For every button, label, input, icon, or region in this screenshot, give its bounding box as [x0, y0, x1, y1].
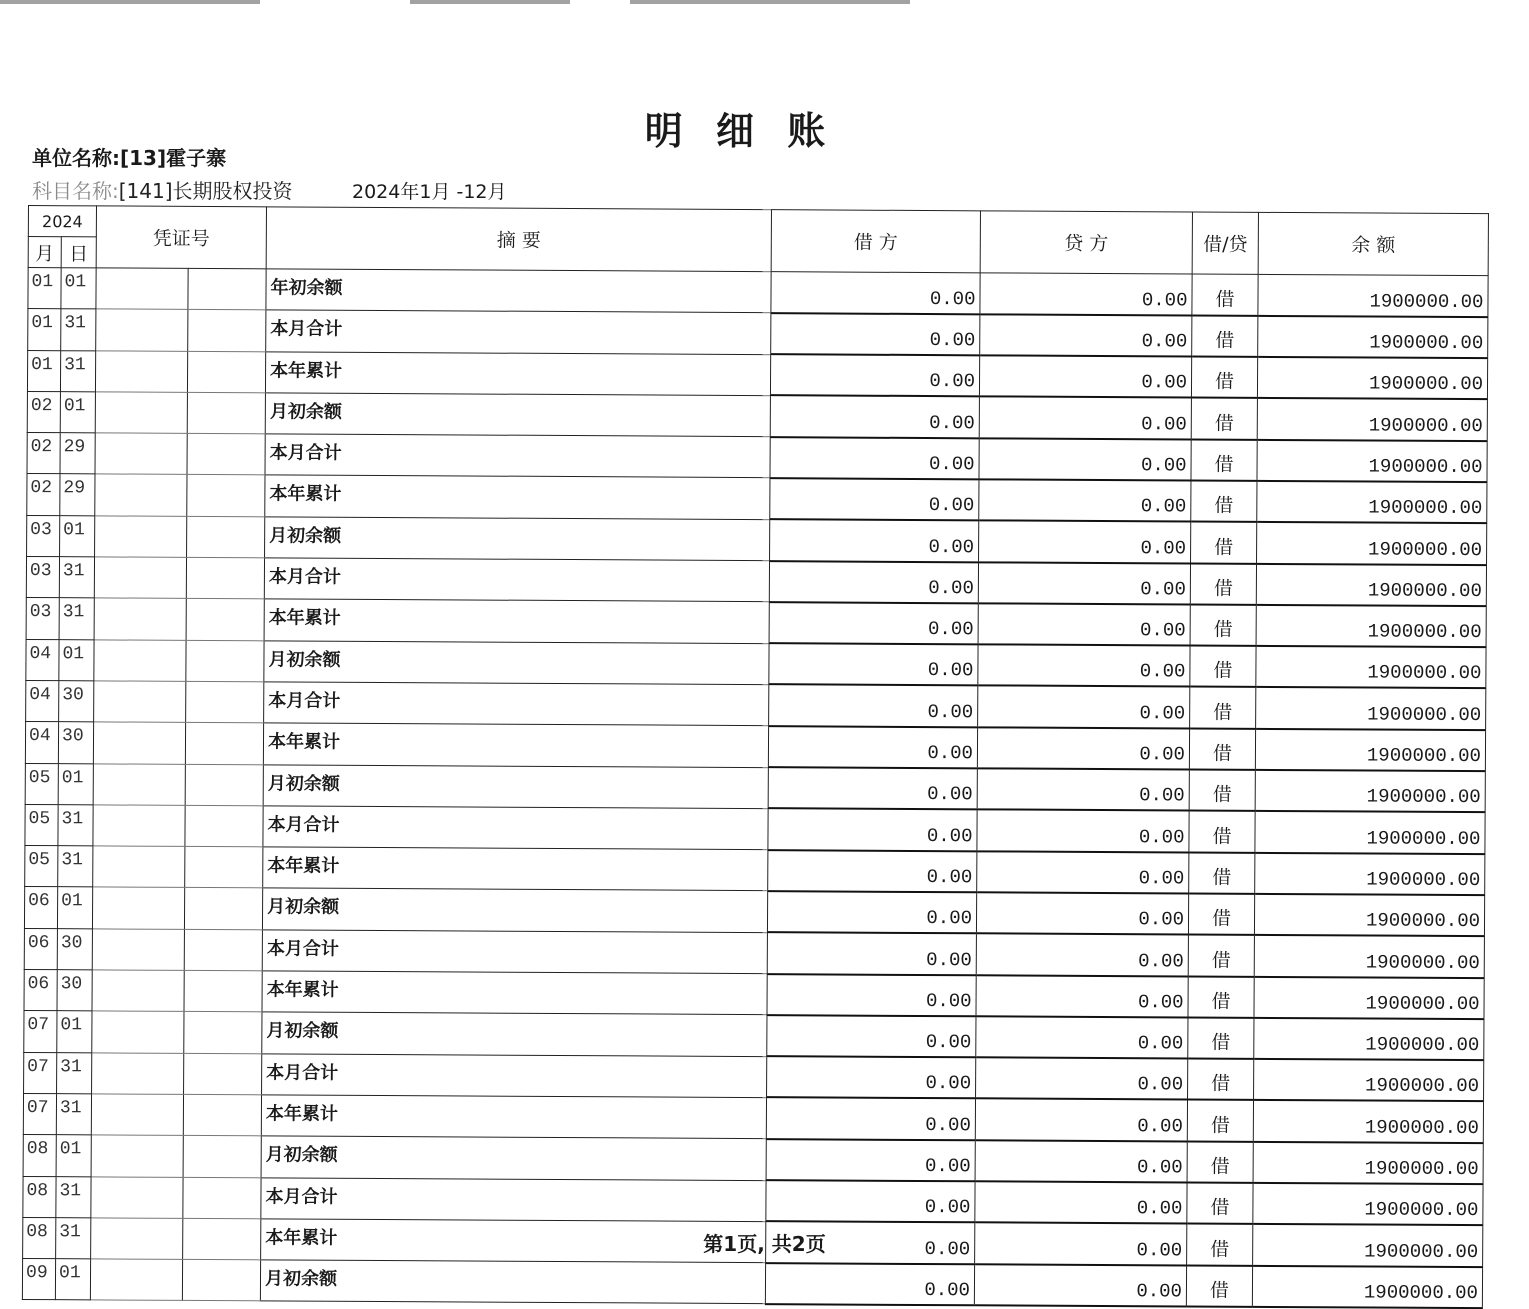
month-cell: 03: [26, 557, 59, 598]
direction-cell: 借: [1191, 357, 1257, 399]
direction-cell: 借: [1189, 811, 1255, 853]
voucher-cell-right: [188, 268, 266, 310]
voucher-cell-right: [187, 434, 265, 476]
voucher-cell-right: [187, 392, 265, 434]
month-cell: 06: [24, 887, 57, 928]
credit-cell: 0.00: [976, 975, 1188, 1017]
month-cell: 07: [23, 1093, 56, 1134]
summary-cell: 本年累计: [265, 475, 770, 519]
credit-cell: 0.00: [976, 892, 1188, 934]
debit-cell: 0.00: [766, 1139, 975, 1181]
balance-header: 余 额: [1258, 212, 1488, 275]
balance-cell: 1900000.00: [1257, 398, 1487, 441]
direction-cell: 借: [1187, 1224, 1253, 1266]
voucher-cell-left: [93, 763, 185, 805]
direction-cell: 借: [1187, 1141, 1253, 1183]
day-cell: 30: [59, 681, 94, 722]
voucher-cell-right: [185, 847, 263, 889]
balance-cell: 1900000.00: [1257, 440, 1487, 483]
credit-cell: 0.00: [979, 479, 1191, 521]
balance-cell: 1900000.00: [1252, 1265, 1482, 1308]
voucher-cell-right: [186, 681, 264, 723]
day-cell: 31: [61, 309, 96, 350]
debit-cell: 0.00: [768, 767, 977, 809]
voucher-cell-right: [187, 475, 265, 517]
credit-cell: 0.00: [980, 273, 1192, 315]
direction-cell: 借: [1187, 1100, 1253, 1142]
debit-cell: 0.00: [768, 726, 977, 768]
direction-cell: 借: [1188, 935, 1254, 977]
voucher-cell-left: [95, 350, 187, 392]
month-cell: 05: [25, 804, 58, 845]
summary-cell: 本月合计: [262, 930, 767, 974]
debit-header: 借 方: [771, 210, 980, 273]
direction-header: 借/贷: [1192, 212, 1258, 274]
day-cell: 31: [56, 1094, 91, 1135]
debit-cell: 0.00: [769, 602, 978, 644]
unit-name: 单位名称:[13]霍子寨: [32, 146, 227, 170]
voucher-cell-left: [91, 1094, 183, 1136]
month-cell: 06: [24, 970, 57, 1011]
direction-cell: 借: [1188, 976, 1254, 1018]
balance-cell: 1900000.00: [1255, 853, 1485, 896]
voucher-cell-left: [95, 516, 187, 558]
summary-cell: 月初余额: [262, 1012, 767, 1056]
debit-cell: 0.00: [770, 437, 979, 479]
month-cell: 09: [22, 1259, 55, 1300]
direction-cell: 借: [1186, 1265, 1252, 1307]
summary-cell: 月初余额: [264, 640, 769, 684]
day-cell: 31: [59, 557, 94, 598]
debit-cell: 0.00: [770, 396, 979, 438]
balance-cell: 1900000.00: [1254, 894, 1484, 937]
month-cell: 06: [24, 928, 57, 969]
credit-cell: 0.00: [978, 686, 1190, 728]
voucher-cell-left: [95, 392, 187, 434]
day-cell: 31: [60, 350, 95, 391]
summary-cell: 本年累计: [261, 1219, 766, 1263]
voucher-cell-left: [93, 805, 185, 847]
ledger-body: [22, 268, 1488, 1309]
balance-cell: 1900000.00: [1258, 274, 1488, 317]
summary-cell: 本月合计: [264, 682, 769, 726]
debit-cell: 0.00: [771, 272, 980, 314]
credit-cell: 0.00: [975, 1140, 1187, 1182]
balance-cell: 1900000.00: [1254, 976, 1484, 1019]
credit-cell: 0.00: [979, 438, 1191, 480]
day-cell: 31: [58, 846, 93, 887]
credit-cell: 0.00: [978, 644, 1190, 686]
voucher-cell-right: [187, 351, 265, 393]
balance-cell: 1900000.00: [1257, 481, 1487, 524]
voucher-cell-left: [92, 970, 184, 1012]
debit-cell: 0.00: [768, 850, 977, 892]
direction-cell: 借: [1192, 315, 1258, 357]
credit-cell: 0.00: [976, 1016, 1188, 1058]
summary-cell: 本年累计: [261, 1095, 766, 1139]
debit-cell: 0.00: [769, 561, 978, 603]
day-cell: 01: [58, 763, 93, 804]
voucher-cell-right: [186, 640, 264, 682]
summary-cell: 月初余额: [261, 1136, 766, 1180]
direction-cell: 借: [1189, 770, 1255, 812]
day-header: 日: [61, 237, 96, 268]
balance-cell: 1900000.00: [1256, 646, 1486, 689]
month-cell: 02: [27, 433, 60, 474]
credit-cell: 0.00: [977, 851, 1189, 893]
day-cell: 01: [56, 1135, 91, 1176]
debit-cell: 0.00: [770, 354, 979, 396]
summary-cell: 本月合计: [266, 310, 771, 354]
debit-cell: 0.00: [770, 478, 979, 520]
voucher-cell-right: [188, 310, 266, 352]
direction-cell: 借: [1190, 646, 1256, 688]
month-cell: 08: [23, 1176, 56, 1217]
debit-cell: 0.00: [767, 974, 976, 1016]
voucher-cell-right: [187, 516, 265, 558]
month-cell: 01: [27, 350, 60, 391]
voucher-cell-left: [93, 846, 185, 888]
direction-cell: 借: [1190, 604, 1256, 646]
day-cell: 01: [55, 1259, 90, 1300]
balance-cell: 1900000.00: [1253, 1142, 1483, 1185]
credit-cell: 0.00: [975, 1223, 1187, 1265]
ledger-table-wrapper: [22, 205, 1489, 1309]
day-cell: 29: [60, 433, 95, 474]
month-cell: 02: [27, 391, 60, 432]
balance-cell: 1900000.00: [1257, 522, 1487, 565]
subject-value: [141]长期股权投资: [118, 179, 293, 203]
summary-cell: 本年累计: [262, 971, 767, 1015]
day-cell: 30: [58, 722, 93, 763]
subject-label: 科目名称:: [32, 179, 119, 203]
voucher-cell-left: [95, 433, 187, 475]
direction-cell: 借: [1188, 1017, 1254, 1059]
credit-cell: 0.00: [976, 1057, 1188, 1099]
direction-cell: 借: [1190, 687, 1256, 729]
voucher-cell-left: [91, 1135, 183, 1177]
credit-cell: 0.00: [978, 603, 1190, 645]
day-cell: 01: [60, 392, 95, 433]
voucher-cell-left: [93, 722, 185, 764]
summary-cell: 本月合计: [264, 558, 769, 602]
balance-cell: 1900000.00: [1257, 357, 1487, 400]
balance-cell: 1900000.00: [1253, 1224, 1483, 1267]
voucher-cell-left: [94, 640, 186, 682]
top-edge-print-artifact: [0, 0, 1529, 8]
month-cell: 01: [28, 309, 61, 350]
voucher-cell-right: [184, 929, 262, 971]
summary-cell: 月初余额: [260, 1260, 765, 1304]
direction-cell: 借: [1188, 893, 1254, 935]
page-title: 明 细 账: [644, 109, 836, 153]
summary-cell: 月初余额: [262, 888, 767, 932]
month-cell: 08: [23, 1135, 56, 1176]
direction-cell: 借: [1189, 852, 1255, 894]
debit-cell: 0.00: [765, 1263, 974, 1305]
direction-cell: 借: [1187, 1183, 1253, 1225]
voucher-cell-left: [94, 598, 186, 640]
voucher-cell-right: [184, 970, 262, 1012]
balance-cell: 1900000.00: [1255, 811, 1485, 854]
day-cell: 01: [61, 268, 96, 309]
credit-header: 贷 方: [980, 211, 1192, 274]
summary-cell: 本月合计: [265, 434, 770, 478]
day-cell: 31: [56, 1217, 91, 1258]
day-cell: 01: [57, 1011, 92, 1052]
voucher-cell-right: [184, 1053, 262, 1095]
voucher-cell-left: [94, 557, 186, 599]
summary-cell: 本月合计: [263, 806, 768, 850]
voucher-cell-right: [182, 1260, 260, 1302]
day-cell: 31: [59, 598, 94, 639]
balance-cell: 1900000.00: [1254, 1018, 1484, 1061]
direction-cell: 借: [1191, 398, 1257, 440]
summary-cell: 年初余额: [266, 269, 771, 313]
direction-cell: 借: [1191, 522, 1257, 564]
credit-cell: 0.00: [975, 1099, 1187, 1141]
month-cell: 04: [26, 639, 59, 680]
direction-cell: 借: [1191, 480, 1257, 522]
debit-cell: 0.00: [768, 809, 977, 851]
debit-cell: 0.00: [767, 932, 976, 974]
voucher-cell-left: [94, 681, 186, 723]
debit-cell: 0.00: [769, 685, 978, 727]
balance-cell: 1900000.00: [1254, 935, 1484, 978]
balance-cell: 1900000.00: [1256, 563, 1486, 606]
page-footer: 第1页, 共2页: [703, 1232, 826, 1256]
balance-cell: 1900000.00: [1253, 1183, 1483, 1226]
day-cell: 01: [57, 887, 92, 928]
summary-cell: 本月合计: [262, 1053, 767, 1097]
month-cell: 05: [25, 846, 58, 887]
month-cell: 07: [24, 1011, 57, 1052]
voucher-cell-left: [96, 309, 188, 351]
debit-cell: 0.00: [769, 643, 978, 685]
balance-cell: 1900000.00: [1255, 729, 1485, 772]
voucher-cell-left: [96, 268, 188, 310]
day-cell: 30: [57, 928, 92, 969]
credit-cell: 0.00: [980, 314, 1192, 356]
voucher-cell-right: [183, 1094, 261, 1136]
voucher-cell-right: [185, 764, 263, 806]
direction-cell: 借: [1190, 563, 1256, 605]
balance-cell: 1900000.00: [1256, 687, 1486, 730]
ledger-table: [22, 205, 1489, 1309]
month-cell: 05: [25, 763, 58, 804]
debit-cell: 0.00: [767, 1015, 976, 1057]
credit-cell: 0.00: [978, 562, 1190, 604]
credit-cell: 0.00: [979, 397, 1191, 439]
table-row: [22, 1259, 1482, 1308]
balance-cell: 1900000.00: [1258, 316, 1488, 359]
debit-cell: 0.00: [766, 1098, 975, 1140]
voucher-cell-right: [185, 805, 263, 847]
summary-cell: 本年累计: [264, 599, 769, 643]
debit-cell: 0.00: [766, 1221, 975, 1263]
summary-cell: 本年累计: [263, 847, 768, 891]
voucher-cell-left: [92, 1053, 184, 1095]
day-cell: 31: [57, 1052, 92, 1093]
credit-cell: 0.00: [977, 768, 1189, 810]
direction-cell: 借: [1188, 1059, 1254, 1101]
month-cell: 04: [25, 722, 58, 763]
day-cell: 01: [59, 639, 94, 680]
month-cell: 02: [27, 474, 60, 515]
day-cell: 01: [60, 515, 95, 556]
voucher-cell-right: [183, 1177, 261, 1219]
month-cell: 07: [24, 1052, 57, 1093]
debit-cell: 0.00: [771, 313, 980, 355]
voucher-cell-right: [184, 1012, 262, 1054]
voucher-cell-right: [186, 599, 264, 641]
balance-cell: 1900000.00: [1255, 770, 1485, 813]
subject-line: [32, 175, 293, 204]
voucher-cell-right: [184, 888, 262, 930]
balance-cell: 1900000.00: [1254, 1059, 1484, 1102]
summary-cell: 月初余额: [265, 517, 770, 561]
voucher-cell-left: [92, 929, 184, 971]
year-header: 2024: [28, 206, 96, 237]
voucher-cell-left: [92, 1011, 184, 1053]
period: 2024年1月 -12月: [352, 181, 507, 203]
month-cell: 08: [23, 1217, 56, 1258]
credit-cell: 0.00: [977, 727, 1189, 769]
day-cell: 31: [56, 1176, 91, 1217]
direction-cell: 借: [1191, 439, 1257, 481]
voucher-cell-right: [186, 557, 264, 599]
voucher-cell-right: [183, 1136, 261, 1178]
credit-cell: 0.00: [979, 521, 1191, 563]
voucher-cell-left: [95, 474, 187, 516]
summary-cell: 本年累计: [265, 351, 770, 395]
day-cell: 29: [60, 474, 95, 515]
month-cell: 04: [26, 680, 59, 721]
voucher-header: 凭证号: [96, 206, 266, 269]
voucher-cell-left: [91, 1176, 183, 1218]
day-cell: 30: [57, 970, 92, 1011]
credit-cell: 0.00: [975, 1181, 1187, 1223]
debit-cell: 0.00: [767, 891, 976, 933]
debit-cell: 0.00: [766, 1180, 975, 1222]
summary-cell: 本月合计: [261, 1177, 766, 1221]
balance-cell: 1900000.00: [1256, 605, 1486, 648]
voucher-cell-right: [185, 723, 263, 765]
balance-cell: 1900000.00: [1253, 1100, 1483, 1143]
day-cell: 31: [58, 805, 93, 846]
month-header: 月: [28, 237, 61, 268]
credit-cell: 0.00: [974, 1264, 1186, 1306]
summary-cell: 月初余额: [265, 393, 770, 437]
credit-cell: 0.00: [977, 810, 1189, 852]
credit-cell: 0.00: [976, 934, 1188, 976]
voucher-cell-left: [92, 887, 184, 929]
summary-cell: 月初余额: [263, 764, 768, 808]
debit-cell: 0.00: [770, 519, 979, 561]
month-cell: 03: [27, 515, 60, 556]
debit-cell: 0.00: [767, 1056, 976, 1098]
direction-cell: 借: [1192, 274, 1258, 316]
summary-cell: 本年累计: [263, 723, 768, 767]
month-cell: 01: [28, 268, 61, 309]
summary-header: 摘 要: [266, 207, 771, 272]
month-cell: 03: [26, 598, 59, 639]
direction-cell: 借: [1189, 728, 1255, 770]
credit-cell: 0.00: [979, 355, 1191, 397]
